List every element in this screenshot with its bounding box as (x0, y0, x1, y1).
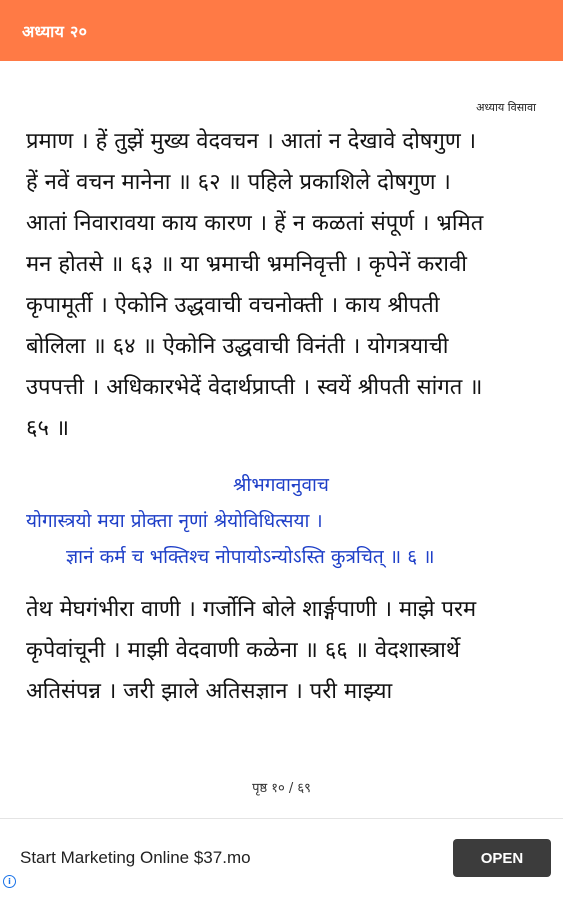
text-line: हें नवें वचन मानेना ॥ ६२ ॥ पहिले प्रकाशिले दोषगुण । (26, 170, 451, 195)
app-bar (0, 0, 563, 61)
ad-info-icon[interactable]: i (3, 875, 16, 888)
sanskrit-verse (26, 467, 536, 575)
page-indicator: पृष्ठ १० / ६९ (252, 781, 311, 796)
text-line: प्रमाण । हें तुझें मुख्य वेदवचन । आतां न देखावे दोषगुण । (26, 129, 477, 154)
paragraph-1 (26, 121, 536, 449)
text-line: तेथ मेघगंभीरा वाणी । गर्जोनि बोले शार्ङ्गपाणी । माझे परम (26, 597, 477, 622)
ad-banner[interactable] (0, 818, 563, 901)
verse-line: योगास्त्रयो मया प्रोक्ता नृणां श्रेयोविधित्सया । (26, 510, 323, 532)
reading-content (26, 100, 536, 712)
verse-heading: श्रीभगवानुवाच (232, 474, 329, 496)
text-line: कृपेवांचूनी । माझी वेदवाणी कळेना ॥ ६६ ॥ वेदशास्त्रार्थे (26, 638, 460, 663)
text-line: कृपामूर्ती । ऐकोनि उद्धवाची वचनोक्ती । काय श्रीपती (26, 293, 440, 318)
app-bar-title: अध्याय २० (22, 21, 88, 41)
text-line: मन होतसे ॥ ६३ ॥ या भ्रमाची भ्रमनिवृत्ती । कृपेनें करावी (26, 252, 467, 277)
text-line: ६५ ॥ (26, 416, 70, 441)
text-line: अतिसंपन्न । जरी झाले अतिसज्ञान । परी माझ्या (26, 679, 393, 704)
text-line: उपपत्ती । अधिकारभेदें वेदार्थप्राप्ती । स्वयें श्रीपती सांगत ॥ (26, 375, 483, 400)
paragraph-2 (26, 589, 536, 712)
text-line: बोलिला ॥ ६४ ॥ ऐकोनि उद्धवाची विनंती । योगत्रयाची (26, 334, 449, 359)
text-line: आतां निवारावया काय कारण । हें न कळतां संपूर्ण । भ्रमित (26, 211, 484, 236)
chapter-label: अध्याय विसावा (476, 101, 536, 114)
verse-line: ज्ञानं कर्म च भक्तिश्च नोपायोऽन्योऽस्ति कुत्रचित् ॥ ६ ॥ (66, 546, 435, 568)
ad-open-button[interactable]: OPEN (453, 839, 551, 877)
ad-text[interactable]: Start Marketing Online $37.mo (20, 848, 251, 867)
